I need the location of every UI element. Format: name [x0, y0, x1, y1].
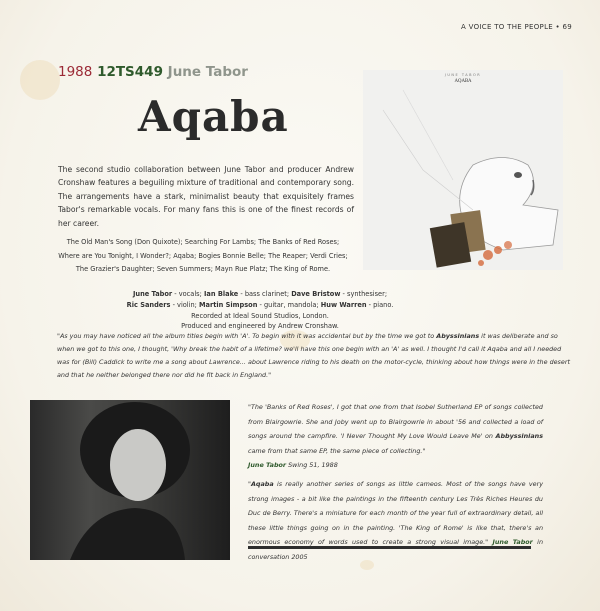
quote-text: "The 'Banks of Red Roses', I got that one from that Isobel Sutherland EP of songs collected from Blairgowrie. She and Joby went up to Blairgowrie in about '56 and collected a load of songs around the campfire. 'I Never Thought My Love Would Leave Me' on: [248, 403, 543, 440]
musician-name: Ric Sanders: [126, 300, 171, 309]
quote-album-name: Abbyssinians: [495, 432, 543, 440]
producer-credit: Produced and engineered by Andrew Cronshaw.: [181, 322, 339, 331]
section-divider: [248, 546, 531, 549]
quote-text: "As you may have noticed all the album titles begin with 'A'. To begin with it was accidental but by the time we got to: [57, 332, 437, 340]
credits-line: [110, 289, 410, 300]
quote-open-mark: ": [248, 480, 251, 488]
track-list-line: The Old Man's Song (Don Quixote); Searching For Lambs; The Banks of Red Roses;: [66, 238, 340, 246]
owl-illustration: [363, 70, 563, 270]
credits: [110, 289, 410, 332]
musician-role: - guitar, mandola;: [257, 300, 321, 309]
running-head: A VOICE TO THE PEOPLE • 69: [461, 23, 572, 31]
quote-text: it was deliberate and so when we got to this one, I thought, 'Why break the habit of a lifetime? we'll have this one begin with an 'A' as well. I thought I'd call it Aqaba and all I needed was for (Bill) Caddick to write me a song about Lawrence... about Lawrence riding to his death on the motor-cycle, thinking about how things were in the desert and that he neither belonged there nor did he fit back in England.": [57, 332, 570, 379]
album-cover-image: [363, 70, 563, 270]
quote-attribution-name: June Tabor: [248, 461, 287, 469]
quote-text: is really another series of songs as little cameos. Most of the songs have very strong images - a bit like the paintings in the fifteenth century Les Très Riches Heures du Duc de Berry. There's a miniature for each month of the year full of extraordinary detail, all these little things going on in the painting. 'The King of Rome' is like that, there's an enormous economy of words used to create a strong visual image.": [248, 480, 543, 546]
quote-abyssinians: [57, 330, 571, 382]
entry-artist: June Tabor: [167, 64, 248, 80]
entry-year: 1988: [58, 64, 93, 80]
artist-portrait-photo: [30, 400, 230, 560]
cover-title-text: AQABA: [454, 79, 472, 84]
musician-name: Martin Simpson: [198, 300, 258, 309]
entry-header: [58, 64, 248, 80]
musician-role: - piano.: [366, 300, 394, 309]
musician-name: June Tabor: [132, 290, 173, 298]
quote-aqaba-cameos: [248, 477, 543, 564]
track-list-line: Where are You Tonight, I Wonder?; Aqaba; Bogies Bonnie Belle; The Reaper; Verdi Cries;: [58, 251, 348, 260]
musician-role: - violin;: [170, 300, 199, 309]
musician-name: Huw Warren: [320, 300, 367, 309]
musician-name: Dave Bristow: [291, 290, 341, 298]
paper-stain: [20, 60, 60, 100]
track-list-line: The Grazier's Daughter; Seven Summers; Mayn Rue Platz; The King of Rome.: [75, 265, 331, 274]
recording-location: Recorded at Ideal Sound Studios, London.: [191, 311, 329, 320]
musician-role: - vocals;: [172, 290, 204, 298]
intro-paragraph: The second studio collaboration between June Tabor and producer Andrew Cronshaw features a beguiling mixture of traditional and contemporary song. The arrangements have a stark, minimalist beauty that exquisitely frames Tabor's remarkable vocals. For many fans this is one of the finest records of her career.: [58, 165, 354, 228]
quote-attribution-name: June Tabor: [492, 538, 533, 546]
credits-line: [110, 300, 410, 311]
musician-role: - bass clarinet;: [238, 290, 292, 298]
quote-banks-of-red-roses: [248, 400, 543, 473]
portrait-illustration: [30, 400, 230, 560]
quote-text: came from that same EP, the same piece of collecting.": [248, 446, 426, 455]
entry-catalogue-number: 12TS449: [97, 64, 163, 80]
track-list: [48, 236, 358, 277]
musician-name: Ian Blake: [203, 290, 239, 298]
quote-album-name: Abyssinians: [436, 332, 480, 340]
quote-album-name: Aqaba: [250, 480, 274, 488]
album-title: Aqaba: [138, 92, 289, 141]
musician-role: - synthesiser;: [340, 290, 388, 298]
quote-attribution-source: in conversation 2005: [248, 538, 544, 561]
cover-artist-text: JUNE TABOR: [444, 73, 482, 77]
quote-attribution-source: Swing 51, 1988: [286, 461, 338, 469]
